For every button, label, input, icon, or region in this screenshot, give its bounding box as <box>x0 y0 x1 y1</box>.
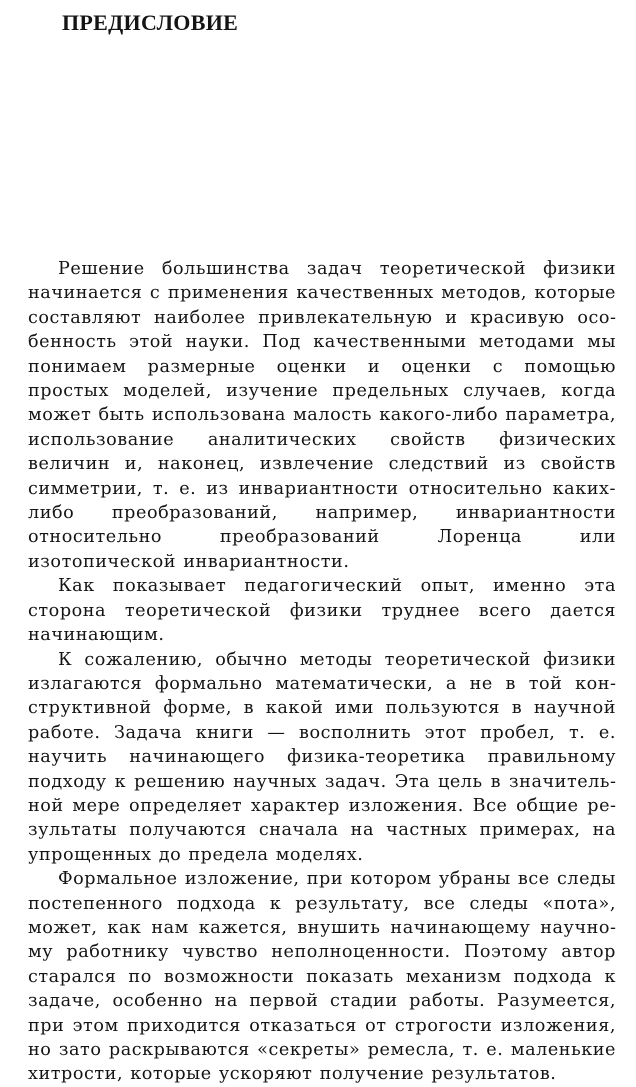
paragraph-2: Как показывает педагогический опыт, именно эта сторона теоретической физики труднее всего дается начинающим. <box>28 576 616 646</box>
paragraph-3: К сожалению, обычно методы теоретической физики излагаются формально математически, а не в той конструктивной форме, в какой ими пользуются в научной работе. Задача книги — восполнить этот пробел, т. е. научить начинающего физика-теоретика правильному подходу к решению научных задач. Эта цель в значительной мере определяет характер изложения. Все общие результаты получаются сначала на частных примерах, на упрощенных до предела моделях. <box>28 649 616 865</box>
paragraph-1: Решение большинства задач теоретической физики начинается с применения качественных методов, которые составляют наиболее привлекательную и красивую особенность этой науки. Под качественными методами мы понимаем размерные оценки и оценки с помощью простых моделей, изучение предельных случаев, когда может быть использована малость какого-либо параметра, использование аналитических свойств физических величин и, наконец, извлечение следствий из свойств симметрии, т. е. из инвариантности относительно каких-либо преобразований, например, инвариантности относительно преобразований Лоренца или изотопической инвариантности. <box>28 259 616 572</box>
page-title: ПРЕДИСЛОВИЕ <box>62 10 239 35</box>
paragraph-4: Формальное изложение, при котором убраны все следы постепенного подхода к результату, все следы «пота», может, как нам кажется, внушить начинающему научному работнику чувство неполноценности. Поэтому автор старался по возможности показать механизм подхода к задаче, особенно на первой стадии работы. Разумеется, при этом приходится отказаться от строгости изложения, но зато раскрываются «секреты» ремесла, т. е. маленькие хитрости, которые ускоряют получение результатов. <box>28 869 616 1085</box>
preface-body <box>28 257 616 1087</box>
